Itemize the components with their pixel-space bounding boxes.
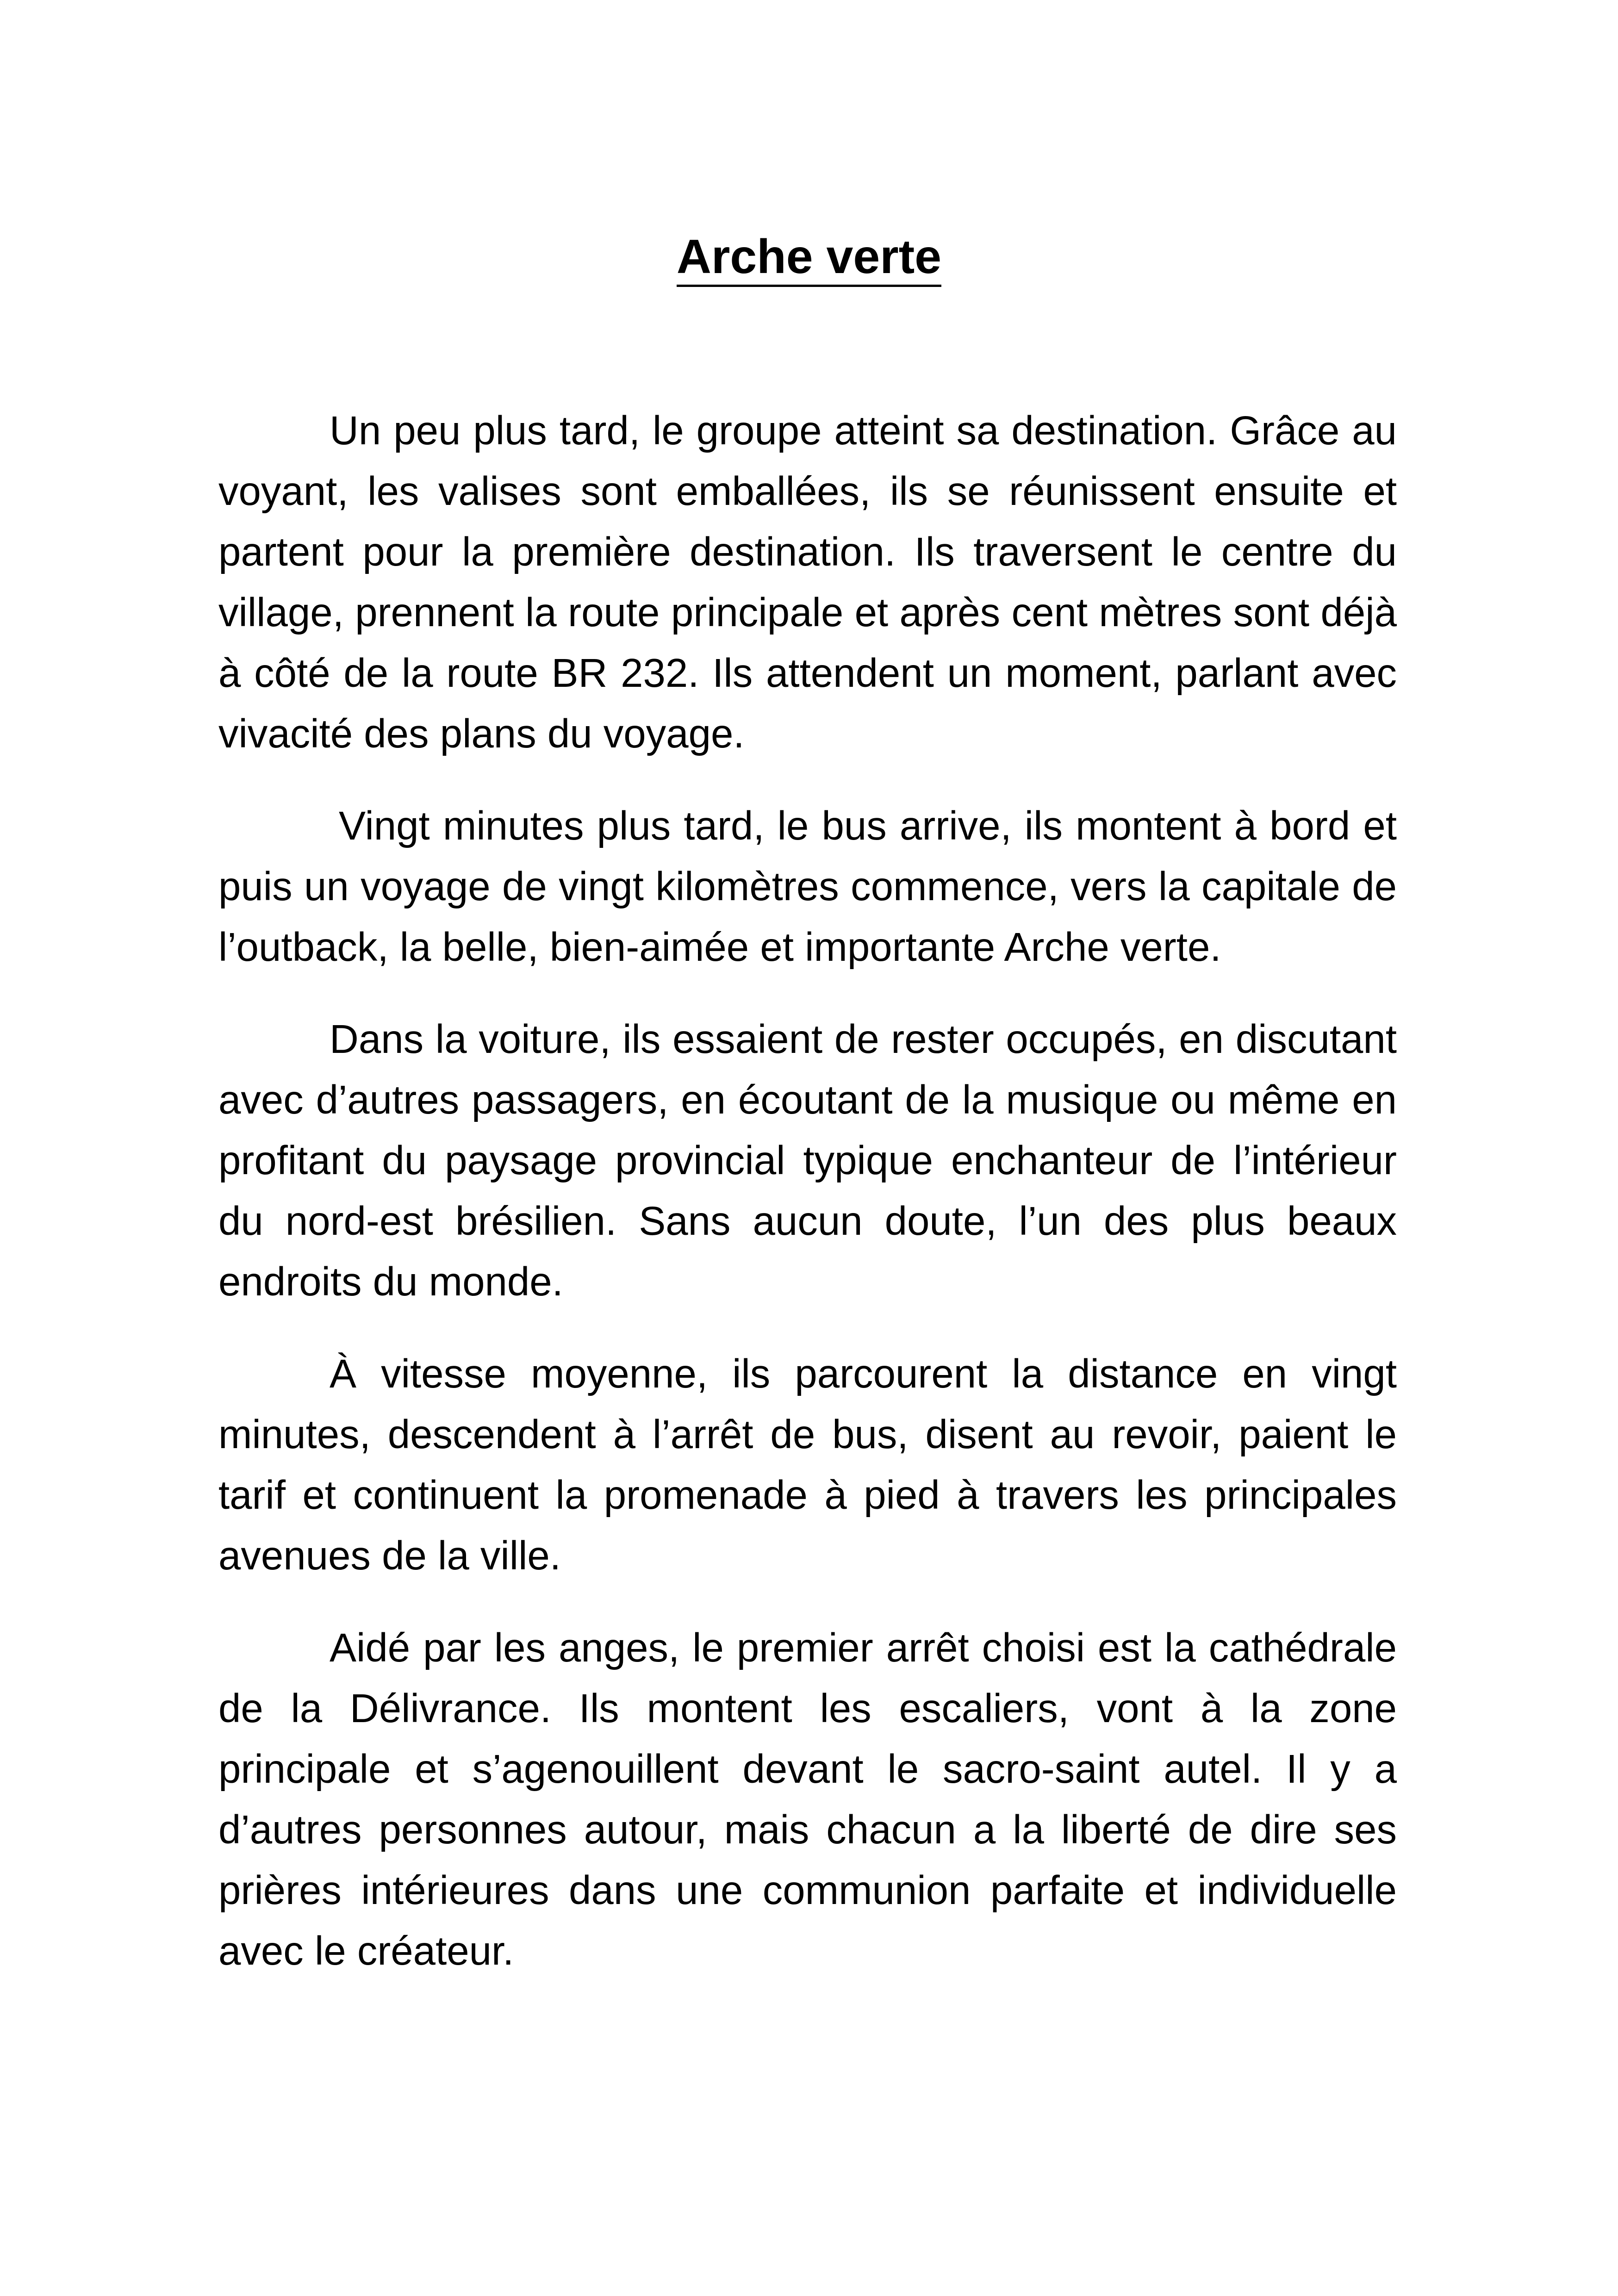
page-title-text: Arche verte: [677, 230, 941, 287]
paragraph-2: Vingt minutes plus tard, le bus arrive, ils montent à bord et puis un voyage de vingt kilomètres commence, vers la capitale de l’outback, la belle, bien-aimée et importante Arche verte.: [218, 803, 1397, 970]
page-title: [0, 222, 1618, 292]
paragraph-4: À vitesse moyenne, ils parcourent la distance en vingt minutes, descendent à l’arrêt de bus, disent au revoir, paient le tarif et continuent la promenade à pied à travers les principales avenues de la ville.: [218, 1351, 1397, 1578]
paragraph-3: Dans la voiture, ils essaient de rester occupés, en discutant avec d’autres passagers, en écoutant de la musique ou même en profitant du paysage provincial typique enchanteur de l’intérieur du nord-est brésilien. Sans aucun doute, l’un des plus beaux endroits du monde.: [218, 1017, 1397, 1304]
paragraph-5: Aidé par les anges, le premier arrêt choisi est la cathédrale de la Délivrance. Ils montent les escaliers, vont à la zone principale et s’agenouillent devant le sacro-saint autel. Il y a d’autres personnes autour, mais chacun a la liberté de dire ses prières intérieures dans une communion parfaite et individuelle avec le créateur.: [218, 1625, 1397, 1973]
paragraph-1: Un peu plus tard, le groupe atteint sa destination. Grâce au voyant, les valises sont emballées, ils se réunissent ensuite et partent pour la première destination. Ils traversent le centre du village, prennent la route principale et après cent mètres sont déjà à côté de la route BR 232. Ils attendent un moment, parlant avec vivacité des plans du voyage.: [218, 408, 1397, 756]
document-body: [218, 400, 1397, 2013]
